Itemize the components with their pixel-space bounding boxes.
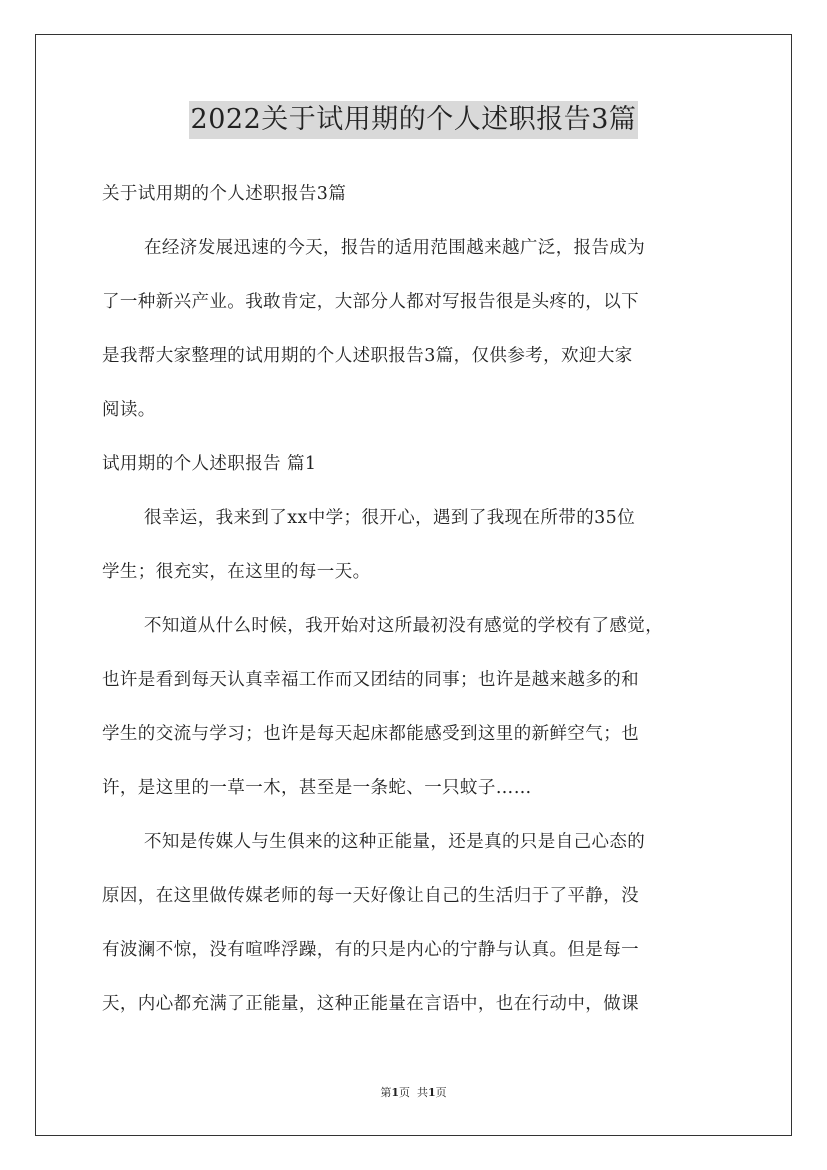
paragraph-line: 不知是传媒人与生俱来的这种正能量，还是真的只是自己心态的	[144, 832, 646, 852]
document-subtitle: 关于试用期的个人述职报告3篇	[102, 184, 347, 204]
paragraph-line: 学生的交流与学习；也许是每天起床都能感受到这里的新鲜空气；也	[102, 724, 639, 744]
title-container	[0, 101, 827, 139]
page-footer	[0, 1084, 827, 1100]
total-pages: 1	[428, 1086, 436, 1099]
paragraph-line: 不知道从什么时候，我开始对这所最初没有感觉的学校有了感觉，	[144, 616, 664, 636]
page-suffix: 页	[399, 1086, 410, 1099]
total-prefix: 共	[417, 1086, 428, 1099]
total-suffix: 页	[435, 1086, 447, 1099]
paragraph-line: 有波澜不惊，没有喧哗浮躁，有的只是内心的宁静与认真。但是每一	[102, 940, 639, 960]
paragraph-line: 是我帮大家整理的试用期的个人述职报告3篇，仅供参考，欢迎大家	[102, 346, 633, 366]
paragraph-line: 原因，在这里做传媒老师的每一天好像让自己的生活归于了平静，没	[102, 886, 639, 906]
page-number: 1	[391, 1086, 399, 1099]
paragraph-line: 很幸运，我来到了xx中学；很开心，遇到了我现在所带的35位	[144, 508, 636, 528]
paragraph-line: 天，内心都充满了正能量，这种正能量在言语中，也在行动中，做课	[102, 994, 639, 1014]
page-prefix: 第	[380, 1086, 392, 1099]
paragraph-line: 阅读。	[102, 400, 156, 420]
paragraph-line: 了一种新兴产业。我敢肯定，大部分人都对写报告很是头疼的，以下	[102, 292, 639, 312]
paragraph-line: 也许是看到每天认真幸福工作而又团结的同事；也许是越来越多的和	[102, 670, 639, 690]
document-title: 2022关于试用期的个人述职报告3篇	[189, 101, 639, 139]
paragraph-line: 许，是这里的一草一木，甚至是一条蛇、一只蚊子……	[102, 778, 532, 798]
paragraph-line: 学生；很充实，在这里的每一天。	[102, 562, 371, 582]
section-heading: 试用期的个人述职报告 篇1	[102, 454, 317, 474]
paragraph-line: 在经济发展迅速的今天，报告的适用范围越来越广泛，报告成为	[144, 238, 646, 258]
